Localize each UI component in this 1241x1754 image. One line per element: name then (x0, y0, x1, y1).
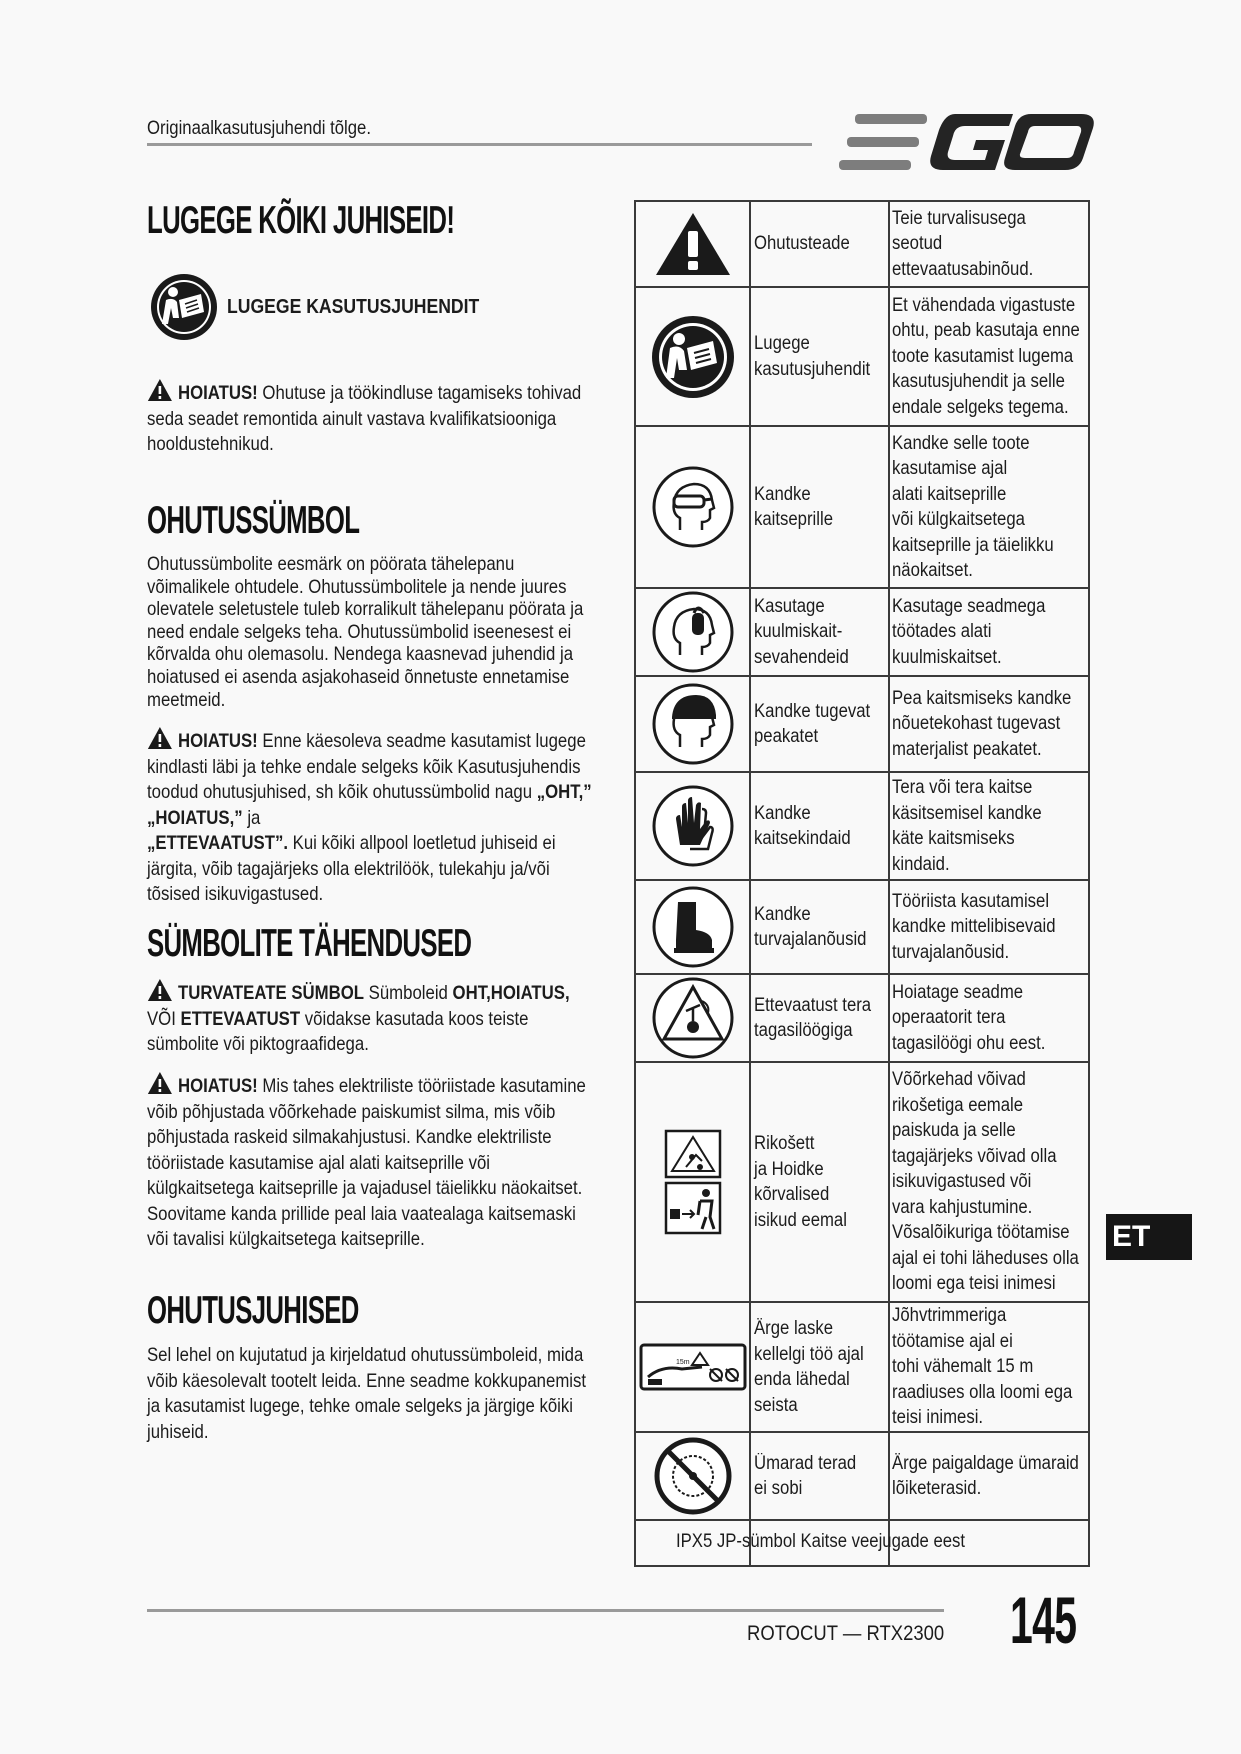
symbol-name-line: Rikošett (754, 1133, 815, 1154)
symbol-description-line: tohi vähemalt 15 m (892, 1356, 1034, 1378)
warning-triangle-icon (147, 1071, 173, 1095)
symbol-description-line: kasutusjuhendit ja selle (892, 371, 1065, 393)
symbol-name-line: seista (754, 1394, 798, 1416)
symbol-row (635, 1302, 1089, 1432)
symbol-description-line: materjalist peakatet. (892, 738, 1042, 760)
warning-text: ja (242, 806, 261, 829)
symbol-description-cell (889, 1302, 1089, 1432)
symbol-description-line: käte kaitsmiseks (892, 828, 1015, 849)
symbol-icon-cell (635, 1302, 750, 1432)
symbol-row (635, 974, 1089, 1062)
alert-text: VÕI (147, 1007, 181, 1030)
symbol-description-line: Teie turvalisusega (892, 207, 1026, 229)
symbol-description-line: raadiuses olla loomi ega (892, 1381, 1073, 1403)
symbol-description-line: kindaid. (892, 853, 950, 875)
symbol-description-line: töötamise ajal ei (892, 1330, 1013, 1352)
footer-model: ROTOCUT — RTX2300 (747, 1622, 945, 1645)
page-number: 145 (1010, 1583, 1077, 1657)
symbol-description-line: toote kasutamist lugema (892, 345, 1074, 367)
symbol-description-line: seotud (892, 233, 943, 255)
symbol-description-line: kandke mittelibisevaid (892, 916, 1056, 938)
symbol-name-line: Ettevaatust tera (754, 994, 872, 1016)
warning-triangle-icon (636, 209, 749, 279)
symbol-description-line: paiskuda ja selle (892, 1120, 1016, 1142)
symbol-icon-cell (635, 1062, 750, 1302)
symbol-description-line: tagajärjeks võivad olla (892, 1145, 1057, 1167)
warning-text: Enne käesoleva seadme kasutamist lugege kindlasti läbi ja tehke endale selgeks kõik Kasutusjuhendis toodud ohutusjuhised, sh kõik ohutussümbolid nagu (147, 730, 586, 803)
read-manual-label: LUGEGE KASUTUSJUHENDIT (227, 295, 480, 318)
symbol-description-cell (889, 676, 1089, 772)
symbol-description-line: kaitseprille ja täielikku (892, 534, 1054, 556)
symbol-description-line: operaatorit tera (892, 1007, 1006, 1029)
symbol-description-line: Võõrkehad võivad (892, 1069, 1026, 1091)
hard-hat-icon (636, 681, 749, 767)
symbol-description-line: Kandke selle toote (892, 432, 1030, 454)
warning-read-instructions (147, 726, 594, 908)
gloves-icon (636, 783, 749, 869)
safety-instructions-paragraph: Sel lehel on kujutatud ja kirjeldatud ohutussümboleid, mida võib käesolevalt tootelt leida. Enne seadme kokkupanemist ja kasutamist lugege, tehke omale selgeks ja järgige kõiki juhiseid. (147, 1344, 587, 1443)
symbol-row (635, 1432, 1089, 1520)
symbol-name-cell (750, 588, 889, 676)
symbol-description-cell (889, 287, 1089, 426)
symbol-name-cell (750, 201, 889, 287)
heading-safety-instructions: OHUTUSJUHISED (147, 1289, 359, 1332)
symbol-description-line: Pea kaitsmiseks kandke (892, 687, 1072, 709)
symbol-name-line: kasutusjuhendit (754, 358, 871, 380)
safety-boots-icon (636, 884, 749, 970)
alert-text: võidakse kasutada koos teiste sümbolite või piktograafidega. (147, 1007, 529, 1055)
symbol-icon-cell (635, 880, 750, 974)
symbol-description-line: ettevaatusabinõud. (892, 258, 1034, 280)
symbol-name-line: Kandke (754, 483, 811, 505)
symbol-name-cell (750, 287, 889, 426)
warning-eye-protection (147, 1071, 594, 1253)
symbol-description-line: näokaitset. (892, 560, 973, 581)
warning-bold: „ETTEVAATUST”. (147, 832, 288, 854)
symbol-name-line: Ärge laske (754, 1318, 834, 1339)
alert-bold: OHT,HOIATUS, (452, 982, 570, 1004)
symbol-row (635, 287, 1089, 426)
read-manual-icon (636, 314, 749, 400)
symbol-name-cell (750, 1432, 889, 1520)
symbol-description-cell (889, 974, 1089, 1062)
symbol-name-line: peakatet (754, 726, 819, 747)
symbol-icon-cell (635, 588, 750, 676)
warning-text: Ohutuse ja töökindluse tagamiseks tohivad seda seadet remontida ainult vastava kvalifikatsiooniga hooldustehnikud. (147, 382, 582, 455)
symbol-description-line: isikuvigastused või (892, 1171, 1032, 1193)
symbol-description-line: nõuetekohast tugevast (892, 713, 1061, 735)
symbol-name-line: Lugege (754, 333, 810, 354)
symbol-name-line: Kandke (754, 903, 811, 925)
symbol-name-cell (750, 426, 889, 588)
symbol-name-cell (750, 974, 889, 1062)
translation-note: Originaalkasutusjuhendi tõlge. (147, 118, 372, 139)
warning-label: HOIATUS! (177, 1075, 258, 1097)
symbol-name-cell (750, 676, 889, 772)
symbol-description-line: käsitsemisel kandke (892, 802, 1042, 824)
symbol-description-line: ajal ei tohi läheduses olla (892, 1247, 1079, 1269)
symbol-description-cell (889, 1062, 1089, 1302)
warning-triangle-icon (147, 726, 173, 750)
symbol-name-line: isikud eemal (754, 1209, 847, 1231)
symbol-name-line: Kandke (754, 802, 811, 824)
symbol-name-line: ei sobi (754, 1478, 803, 1499)
warning-label: HOIATUS! (177, 382, 258, 404)
symbol-description-cell (889, 880, 1089, 974)
symbol-description-line: või külgkaitsetega (892, 509, 1025, 530)
symbol-description-line: rikošetiga eemale (892, 1094, 1024, 1116)
symbol-description-line: lõiketerasid. (892, 1478, 982, 1499)
heading-symbol-meanings: SÜMBOLITE TÄHENDUSED (147, 922, 472, 965)
symbol-description-cell (889, 426, 1089, 588)
symbol-name-line: kuulmiskait- (754, 621, 843, 643)
warning-text: Kui kõiki allpool loetletud juhiseid ei järgita, võib tagajärjeks olla elektrilöök, tulekahju ja/või tõsised isikuvigastused. (147, 832, 556, 905)
warning-triangle-icon (147, 378, 173, 402)
symbol-row (635, 772, 1089, 880)
warning-repair (147, 378, 594, 458)
symbol-icon-cell (635, 426, 750, 588)
symbol-row (635, 676, 1089, 772)
heading-read-all: LUGEGE KÕIKI JUHISEID! (147, 199, 455, 242)
no-round-blades-icon (636, 1435, 749, 1517)
read-manual-icon (149, 272, 219, 342)
symbol-row (635, 201, 1089, 287)
safety-symbols-table (634, 200, 1090, 1567)
symbol-name-cell (750, 1062, 889, 1302)
symbol-name-line: Ümarad terad (754, 1452, 857, 1474)
symbol-name-line: sevahendeid (754, 646, 849, 668)
symbol-description-line: Jõhvtrimmeriga (892, 1305, 1007, 1327)
symbol-description-line: tagasilöögi ohu eest. (892, 1032, 1046, 1054)
symbol-name-cell (750, 772, 889, 880)
symbol-description-line: kasutamise ajal (892, 458, 1008, 479)
symbol-description-cell (889, 201, 1089, 287)
symbol-name-line: Kandke tugevat (754, 700, 871, 722)
symbol-icon-cell (635, 974, 750, 1062)
symbol-name-line: tagasilöögiga (754, 1020, 853, 1041)
symbol-row (635, 588, 1089, 676)
alert-bold: ETTEVAATUST (180, 1007, 301, 1030)
symbol-description-line: vara kahjustumine. (892, 1196, 1033, 1218)
safety-symbol-paragraph: Ohutussümbolite eesmärk on pöörata tähelepanu võimalikele ohtudele. Ohutussümbolitele ja nende juures olevatele seletustele tuleb korralikult tähelepanu pöörata ja need endale selgeks teha. Ohutussümbolid iseenesest ei kõrvalda ohu olemasolu. Nendega kaasnevad juhendid ja hoiatused ei asenda asjakohaseid õnnetuste ennetamise meetmeid. (147, 553, 584, 711)
language-tab-et: ET (1106, 1214, 1192, 1260)
alert-text: Sümboleid (363, 982, 453, 1004)
symbol-description-line: ohtu, peab kasutaja enne (892, 320, 1080, 342)
symbol-name-line: enda lähedal (754, 1369, 850, 1390)
symbol-name-cell (750, 1302, 889, 1432)
symbol-name-line: kaitseprille (754, 509, 833, 530)
header-rule (147, 143, 812, 146)
heading-safety-symbol: OHUTUSSÜMBOL (147, 499, 360, 542)
ricochet-bystanders-icon (636, 1127, 749, 1237)
symbol-description-line: teisi inimesi. (892, 1407, 984, 1429)
alert-label: TURVATEATE SÜMBOL (177, 982, 364, 1004)
ego-logo (835, 112, 1095, 174)
symbol-description-line: loomi ega teisi inimesi (892, 1273, 1056, 1295)
symbol-icon-cell (635, 676, 750, 772)
alert-symbol-paragraph (147, 978, 594, 1058)
symbol-icon-cell (635, 772, 750, 880)
symbol-description-line: Tera või tera kaitse (892, 777, 1033, 798)
keep-distance-icon (636, 1339, 749, 1395)
symbol-description-cell (889, 588, 1089, 676)
warning-bold: „OHT,” „HOIATUS,” (147, 781, 592, 829)
warning-triangle-icon (147, 978, 173, 1002)
symbol-row (635, 426, 1089, 588)
warning-label: HOIATUS! (177, 730, 258, 752)
ipx5-row (635, 1520, 1089, 1566)
symbol-description-cell (889, 772, 1089, 880)
symbol-description-line: Tööriista kasutamisel (892, 890, 1050, 912)
symbol-description-line: kuulmiskaitset. (892, 646, 1002, 668)
symbol-row (635, 1062, 1089, 1302)
symbol-name-line: kellelgi töö ajal (754, 1343, 864, 1365)
safety-glasses-icon (636, 464, 749, 550)
footer-rule (147, 1609, 944, 1612)
symbol-name-line: Ohutusteade (754, 233, 850, 255)
warning-text: Mis tahes elektriliste tööriistade kasutamine võib põhjustada võõrkehade paiskumist silma, mis võib põhjustada raskeid silmakahjustusi. Kandke elektriliste tööriistade kasutamise ajal alati kaitseprille või külgkaitsetega kaitseprille ja vajadusel täielikku näokaitset. Soovitame kanda prillide peal laia vaatealaga kaitsemaski või tavalisi külgkaitsetega kaitseprille. (147, 1075, 586, 1250)
symbol-description-line: Et vähendada vigastuste (892, 294, 1076, 316)
blade-thrust-icon (636, 975, 749, 1061)
symbol-name-line: turvajalanõusid (754, 929, 867, 950)
symbol-icon-cell (635, 287, 750, 426)
symbol-name-line: kaitsekindaid (754, 828, 851, 849)
symbol-description-line: Võsalõikuriga töötamise (892, 1222, 1070, 1244)
symbol-description-line: endale selgeks tegema. (892, 396, 1069, 418)
symbol-description-line: alati kaitseprille (892, 483, 1007, 505)
ipx5-note: IPX5 JP-sümbol Kaitse veejugade eest (676, 1531, 966, 1552)
symbol-icon-cell (635, 201, 750, 287)
symbol-description-line: turvajalanõusid. (892, 941, 1010, 963)
symbol-name-line: Kasutage (754, 595, 825, 617)
symbol-name-cell (750, 880, 889, 974)
symbol-description-line: Ärge paigaldage ümaraid (892, 1452, 1079, 1474)
symbol-description-line: Kasutage seadmega (892, 595, 1046, 617)
read-manual-notice (149, 272, 514, 342)
symbol-name-line: ja Hoidke (754, 1158, 824, 1180)
symbol-description-line: töötades alati (892, 621, 992, 643)
symbol-name-line: kõrvalised (754, 1184, 830, 1205)
svg-text:15m: 15m (675, 1359, 690, 1366)
symbol-row (635, 880, 1089, 974)
symbol-icon-cell (635, 1432, 750, 1520)
symbol-description-cell (889, 1432, 1089, 1520)
hearing-protection-icon (636, 589, 749, 675)
ipx5-cell (635, 1520, 966, 1566)
symbol-description-line: Hoiatage seadme (892, 981, 1024, 1003)
